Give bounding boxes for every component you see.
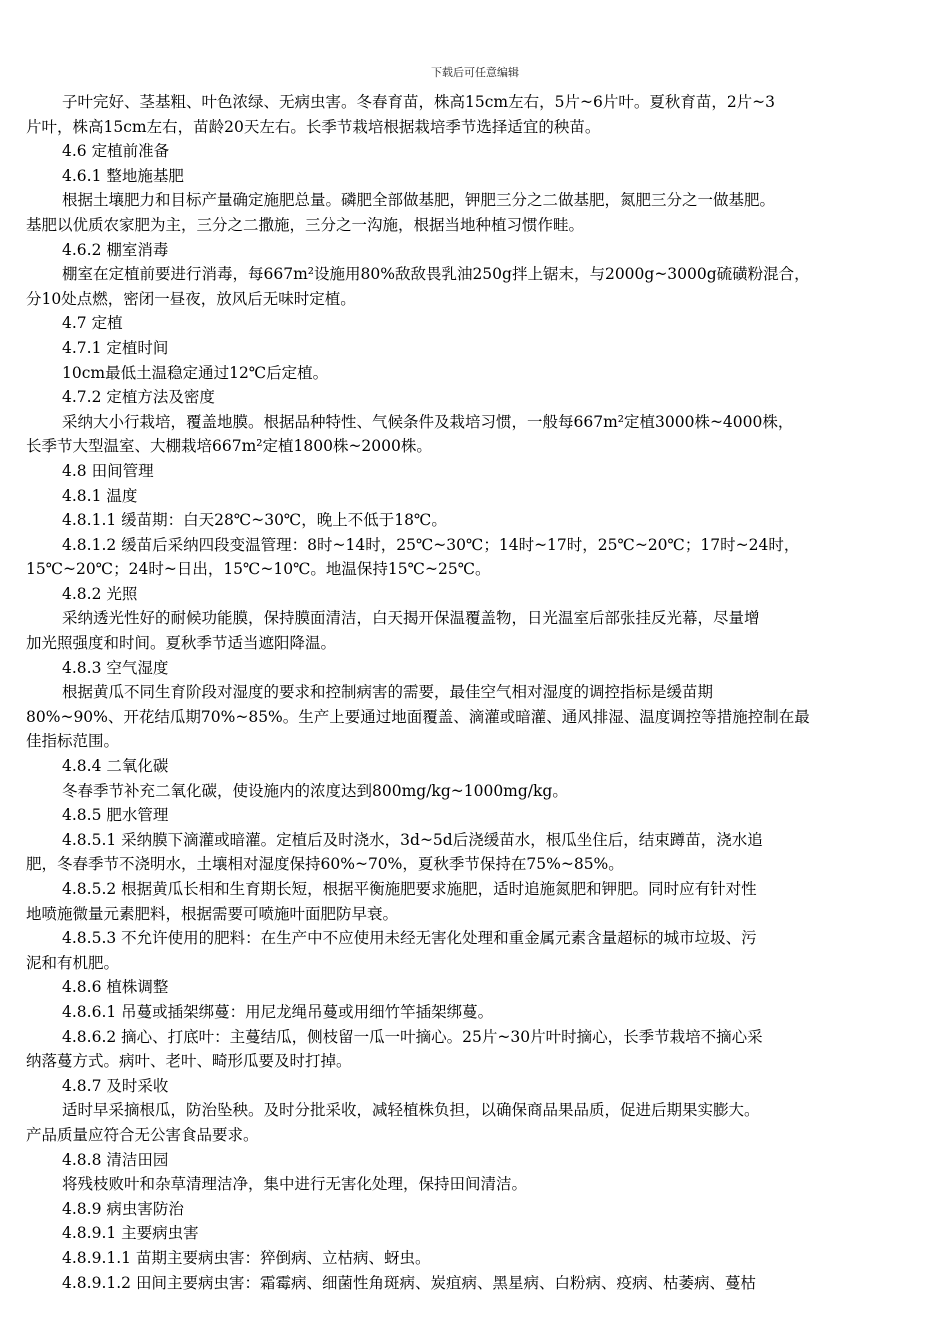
text-line: 4.8.6.2 摘心、打底叶：主蔓结瓜，侧枝留一瓜一叶摘心。25片~30片叶时摘心，长季节栽培不摘心采: [62, 1027, 763, 1046]
text-line: 肥，冬春季节不浇明水，土壤相对湿度保持60%~70%，夏秋季节保持在75%~85%。: [26, 855, 624, 874]
text-line: 10cm最低土温稳定通过12℃后定植。: [62, 363, 329, 382]
text-line: 4.8.1.1 缓苗期：白天28℃~30℃，晚上不低于18℃。: [62, 511, 447, 530]
text-line: 4.8.9 病虫害防治: [62, 1199, 184, 1218]
text-line: 棚室在定植前要进行消毒，每667m²设施用80%敌敌畏乳油250g拌上锯末，与2000g~3000g硫磺粉混合，: [62, 265, 810, 284]
text-line: 80%~90%、开花结瓜期70%~85%。生产上要通过地面覆盖、滴灌或暗灌、通风排湿、温度调控等措施控制在最: [26, 707, 810, 726]
text-line: 4.8.9.1 主要病虫害: [62, 1224, 199, 1243]
text-line: 基肥以优质农家肥为主，三分之二撒施，三分之一沟施，根据当地种植习惯作畦。: [26, 215, 585, 234]
text-line: 采纳大小行栽培，覆盖地膜。根据品种特性、气候条件及栽培习惯，一般每667m²定植3000株~4000株，: [62, 412, 794, 431]
text-line: 适时早采摘根瓜，防治坠秧。及时分批采收，减轻植株负担，以确保商品果品质，促进后期果实膨大。: [62, 1101, 760, 1120]
text-line: 4.8.1.2 缓苗后采纳四段变温管理：8时~14时，25℃~30℃；14时~17时，25℃~20℃；17时~24时，: [62, 535, 800, 554]
page-header: 下载后可任意编辑: [431, 66, 519, 79]
text-line: 长季节大型温室、大棚栽培667m²定植1800株~2000株。: [26, 437, 432, 456]
text-line: 4.6 定植前准备: [62, 142, 170, 161]
text-line: 4.8.5 肥水管理: [62, 806, 169, 825]
text-line: 4.8.7 及时采收: [62, 1076, 169, 1095]
text-line: 4.8.6 植株调整: [62, 978, 169, 997]
text-line: 4.8.9.1.2 田间主要病虫害：霜霉病、细菌性角斑病、炭疽病、黑星病、白粉病、疫病、枯萎病、蔓枯: [62, 1273, 756, 1292]
text-line: 分10处点燃，密闭一昼夜，放风后无味时定植。: [26, 289, 356, 308]
text-line: 泥和有机肥。: [26, 953, 120, 972]
text-line: 4.6.2 棚室消毒: [62, 240, 169, 259]
text-line: 4.6.1 整地施基肥: [62, 166, 184, 185]
text-line: 4.7.2 定植方法及密度: [62, 388, 215, 407]
text-line: 15℃~20℃；24时~日出，15℃~10℃。地温保持15℃~25℃。: [26, 560, 491, 579]
text-line: 4.8.4 二氧化碳: [62, 757, 169, 776]
document-body: [26, 90, 930, 1295]
text-line: 纳落蔓方式。病叶、老叶、畸形瓜要及时打掉。: [26, 1052, 352, 1071]
text-line: 4.8.6.1 吊蔓或插架绑蔓：用尼龙绳吊蔓或用细竹竿插架绑蔓。: [62, 1002, 494, 1021]
text-line: 产品质量应符合无公害食品要求。: [26, 1125, 259, 1144]
text-line: 根据土壤肥力和目标产量确定施肥总量。磷肥全部做基肥，钾肥三分之二做基肥，氮肥三分之一做基肥。: [62, 191, 776, 210]
text-line: 4.8.3 空气湿度: [62, 658, 169, 677]
text-line: 4.8 田间管理: [62, 461, 154, 480]
text-line: 4.8.8 清洁田园: [62, 1150, 169, 1169]
text-line: 4.7 定植: [62, 314, 123, 333]
text-line: 4.8.5.1 采纳膜下滴灌或暗灌。定植后及时浇水，3d~5d后浇缓苗水，根瓜坐住后，结束蹲苗，浇水追: [62, 830, 763, 849]
text-line: 采纳透光性好的耐候功能膜，保持膜面清洁，白天揭开保温覆盖物，日光温室后部张挂反光幕，尽量增: [62, 609, 760, 628]
text-line: 片叶，株高15cm左右，苗龄20天左右。长季节栽培根据栽培季节选择适宜的秧苗。: [26, 117, 601, 136]
text-line: 根据黄瓜不同生育阶段对湿度的要求和控制病害的需要，最佳空气相对湿度的调控指标是缓苗期: [62, 683, 714, 702]
text-line: 佳指标范围。: [26, 732, 120, 751]
text-line: 地喷施微量元素肥料，根据需要可喷施叶面肥防早衰。: [26, 904, 399, 923]
text-line: 将残枝败叶和杂草清理洁净，集中进行无害化处理，保持田间清洁。: [62, 1175, 528, 1194]
text-line: 4.8.1 温度: [62, 486, 138, 505]
text-line: 4.8.5.2 根据黄瓜长相和生育期长短，根据平衡施肥要求施肥，适时追施氮肥和钾肥。同时应有针对性: [62, 880, 757, 898]
text-line: 4.8.2 光照: [62, 584, 138, 603]
text-line: 冬春季节补充二氧化碳，使设施内的浓度达到800mg/kg~1000mg/kg。: [62, 781, 568, 800]
text-line: 加光照强度和时间。夏秋季节适当遮阳降温。: [26, 634, 337, 653]
text-line: 4.8.9.1.1 苗期主要病虫害：猝倒病、立枯病、蚜虫。: [62, 1248, 431, 1267]
text-line: 4.7.1 定植时间: [62, 338, 169, 357]
text-line: 子叶完好、茎基粗、叶色浓绿、无病虫害。冬春育苗，株高15cm左右，5片~6片叶。夏秋育苗，2片~3: [62, 93, 776, 111]
text-line: 4.8.5.3 不允许使用的肥料：在生产中不应使用未经无害化处理和重金属元素含量超标的城市垃圾、污: [62, 929, 757, 948]
